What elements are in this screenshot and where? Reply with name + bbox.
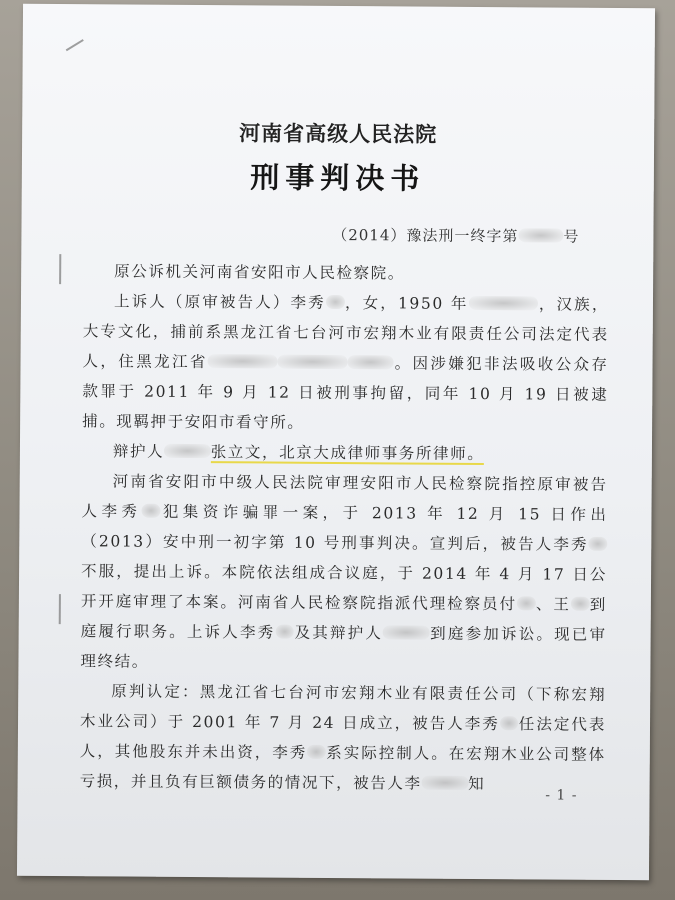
paragraph-findings bbox=[80, 676, 607, 800]
procedure-text: 到庭参加诉讼。现已审理终结。 bbox=[80, 624, 607, 671]
case-number-suffix: 号 bbox=[563, 227, 580, 246]
redaction-blur bbox=[347, 355, 394, 369]
redaction-blur bbox=[517, 596, 536, 610]
redaction-blur bbox=[500, 716, 519, 730]
paragraph-prosecutor bbox=[83, 256, 609, 290]
defender-name-highlighted: 张立文，北京大成律师事务所律师。 bbox=[210, 443, 485, 464]
judgment-document-page bbox=[17, 4, 655, 880]
procedure-text: 不服，提出上诉。本院依法组成合议庭，于 2014 年 4 月 17 日公开开庭审理了本案。河南省人民检察院指派代理检察员付 bbox=[80, 562, 608, 614]
paragraph-appellant bbox=[82, 286, 609, 440]
binding-mark bbox=[59, 254, 61, 284]
document-title: 刑事判决书 bbox=[250, 160, 426, 196]
redaction-blur bbox=[275, 625, 294, 639]
binding-mark bbox=[59, 594, 61, 624]
redaction-blur bbox=[383, 625, 430, 639]
redaction-blur bbox=[307, 745, 326, 759]
redaction-blur bbox=[326, 295, 345, 309]
appellant-text: ，女，1950 年 bbox=[344, 294, 469, 313]
prosecutor-text: 原公诉机关河南省安阳市人民检察院。 bbox=[114, 262, 405, 283]
findings-text: 原判认定：黑龙江省七台河市宏翔木业有限责任公司（下称宏翔木业公司）于 2001 年 7 月 24 日成立，被告人李秀 bbox=[79, 682, 607, 734]
court-name: 河南省高级人民法院 bbox=[239, 120, 438, 147]
findings-text: 系实际控制人。在宏翔木业公司整体亏损，并且负有巨额债务的情况下，被告人李 bbox=[79, 743, 606, 793]
findings-text: 任法定代表人，其他股东并未出资，李秀 bbox=[79, 715, 607, 762]
paragraph-defender bbox=[82, 436, 608, 470]
redaction-blur bbox=[208, 354, 278, 368]
staple-mark bbox=[66, 39, 84, 51]
procedure-text: 河南省安阳市中级人民法院审理安阳市人民检察院指控原审被告人李秀 bbox=[81, 472, 608, 521]
redaction-blur bbox=[518, 228, 563, 242]
case-number-text: （2014）豫法刑一终字第 bbox=[332, 225, 519, 246]
appellant-text: ，汉族，大专文化，捕前系黑龙江省七台河市宏翔木业有限责任公司法定代表人，住黑龙江省 bbox=[82, 295, 610, 372]
procedure-text: 犯集资诈骗罪一案，于 2013 年 12 月 15 日作出（2013）安中刑一初字第 10 号刑事判决。宣判后，被告人李秀 bbox=[81, 502, 608, 554]
procedure-text: 到庭履行职务。上诉人李秀 bbox=[80, 595, 607, 642]
redaction-blur bbox=[141, 504, 160, 518]
page-number: - 1 - bbox=[545, 787, 578, 804]
procedure-text: 、王 bbox=[535, 595, 571, 614]
redaction-blur bbox=[571, 597, 590, 611]
redaction-blur bbox=[469, 296, 539, 310]
judgment-body bbox=[80, 256, 610, 800]
redaction-blur bbox=[278, 355, 348, 369]
redaction-blur bbox=[164, 444, 211, 458]
paragraph-procedure bbox=[80, 466, 607, 680]
defender-label: 辩护人 bbox=[112, 442, 165, 461]
appellant-text: 。因涉嫌犯非法吸收公众存款罪于 2011 年 9 月 12 日被刑事拘留，同年 10 月 19 日被逮捕。现羁押于安阳市看守所。 bbox=[82, 354, 609, 432]
redaction-blur bbox=[589, 537, 608, 551]
appellant-text: 上诉人（原审被告人）李秀 bbox=[113, 292, 326, 312]
procedure-text: 及其辩护人 bbox=[293, 623, 384, 643]
findings-text: 知 bbox=[468, 774, 486, 794]
case-number bbox=[332, 224, 579, 247]
